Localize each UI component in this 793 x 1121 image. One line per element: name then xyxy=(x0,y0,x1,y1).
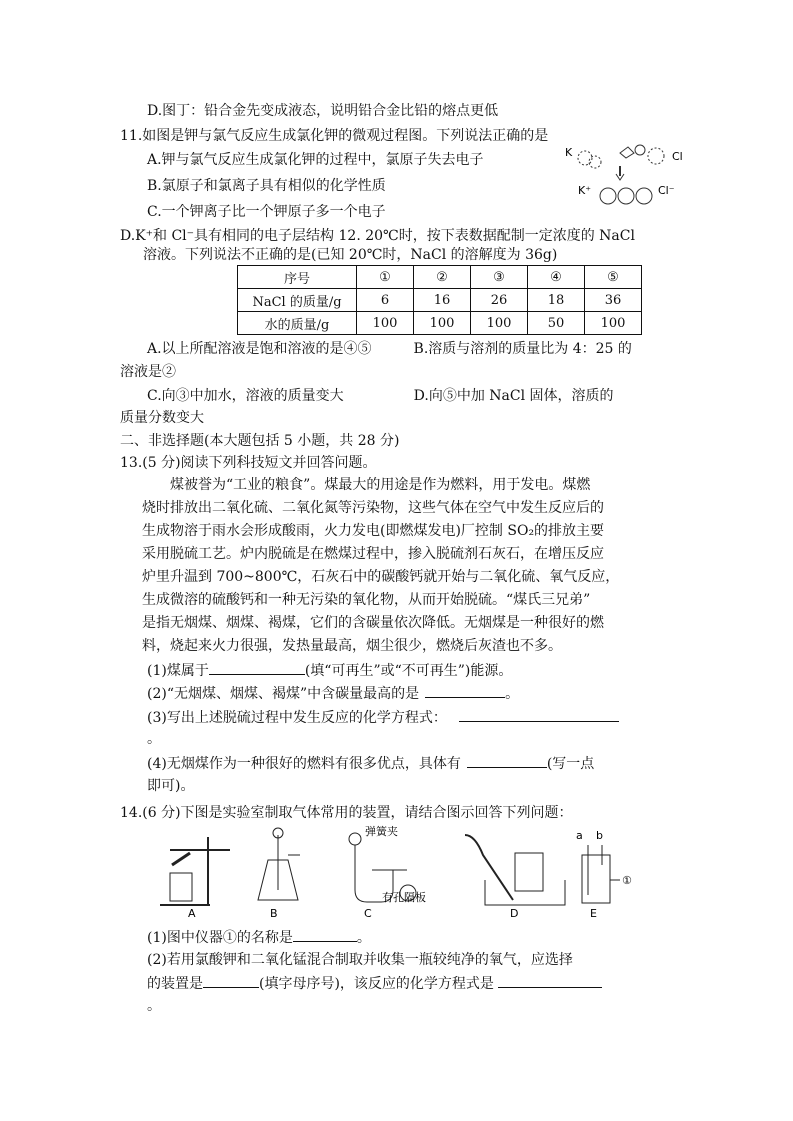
question-13: 13.(5 分)阅读下列科技短文并回答问题。 xyxy=(120,455,377,471)
apparatus-d-label: D xyxy=(510,907,519,920)
q14-part2-text: 的装置是 xyxy=(147,976,203,992)
q13-part1-text2: (填“可再生”或“不可再生”)能源。 xyxy=(304,663,513,679)
answer-blank[interactable] xyxy=(467,753,547,768)
table-row-label: NaCl 的质量/g xyxy=(238,289,357,312)
table-row xyxy=(238,289,642,312)
apparatus-d xyxy=(465,835,565,920)
q14-part2: (2)若用氯酸钾和二氧化锰混合制取并收集一瓶较纯净的氧气，应选择 xyxy=(147,952,573,968)
answer-blank[interactable] xyxy=(459,707,619,722)
q11-option-a: A.钾与氯气反应生成氯化钾的过程中，氯原子失去电子 xyxy=(147,152,484,168)
apparatus-e xyxy=(576,829,632,920)
q12-options-cd: C.向③中加水，溶液的质量变大 D.向⑤中加 NaCl 固体，溶质的 xyxy=(147,388,614,404)
fig11-cl-label: Cl xyxy=(672,150,683,163)
q13-part1-text: (1)煤属于 xyxy=(147,663,209,679)
passage-line: 采用脱硫工艺。炉内脱硫是在燃煤过程中，掺入脱硫剂石灰石，在增压反应 xyxy=(142,546,604,562)
porous-plate-label: 有孔隔板 xyxy=(382,891,426,904)
table-header-cell: ③ xyxy=(471,266,528,289)
port-b-label: b xyxy=(596,829,603,842)
apparatus-a xyxy=(160,837,230,920)
table-cell: 50 xyxy=(528,312,585,335)
fig11-k-label: K xyxy=(565,146,573,159)
q13-part4-cont: 即可)。 xyxy=(147,778,195,794)
table-cell: 36 xyxy=(585,289,642,312)
apparatus-b-label: B xyxy=(270,907,278,920)
table-header-cell: ⑤ xyxy=(585,266,642,289)
question-11: 11.如图是钾与氯气反应生成氯化钾的微观过程图。下列说法正确的是 xyxy=(120,128,549,144)
answer-blank[interactable] xyxy=(203,973,259,988)
table-cell: 18 xyxy=(528,289,585,312)
table-header-cell: ① xyxy=(357,266,414,289)
fig11-k-ion-label: K⁺ xyxy=(578,184,592,197)
table-row-label: 水的质量/g xyxy=(238,312,357,335)
q12-options-ab: A.以上所配溶液是饱和溶液的是④⑤ B.溶质与溶剂的质量比为 4：25 的 xyxy=(147,341,632,357)
q12-stem-cont: 溶液。下列说法不正确的是(已知 20℃时，NaCl 的溶解度为 36g) xyxy=(143,247,558,263)
q14-part2-cont xyxy=(147,973,602,994)
q11-option-c: C.一个钾离子比一个钾原子多一个电子 xyxy=(147,204,386,220)
q13-part4-text: (4)无烟煤作为一种很好的燃料有很多优点，具体有 xyxy=(147,756,461,772)
answer-blank[interactable] xyxy=(293,927,357,942)
table-cell: 100 xyxy=(357,312,414,335)
section-2-heading: 二、非选择题(本大题包括 5 小题，共 28 分) xyxy=(120,433,400,449)
q13-part4 xyxy=(147,753,594,774)
apparatus-a-label: A xyxy=(188,907,196,920)
q12-option-b-cont: 溶液是② xyxy=(120,364,176,380)
q14-part1-text: (1)图中仪器①的名称是 xyxy=(147,930,293,946)
apparatus-c-label: C xyxy=(364,907,372,920)
question-14: 14.(6 分)下图是实验室制取气体常用的装置，请结合图示回答下列问题： xyxy=(120,805,573,821)
q13-part3-end: 。 xyxy=(147,731,161,747)
apparatus-c xyxy=(349,824,426,920)
table-cell: 6 xyxy=(357,289,414,312)
passage-line: 炉里升温到 700~800℃，石灰石中的碳酸钙就开始与二氧化硫、氧气反应， xyxy=(142,569,620,585)
passage-line: 煤被誉为“工业的粮食”。煤最大的用途是作为燃料，用于发电。煤燃 xyxy=(142,477,591,493)
fig11-cl-ion-label: Cl⁻ xyxy=(658,184,675,197)
table-header-cell: 序号 xyxy=(238,266,357,289)
q13-part1 xyxy=(147,660,512,681)
table-cell: 16 xyxy=(414,289,471,312)
q13-part2-text: (2)“无烟煤、烟煤、褐煤”中含碳量最高的是 xyxy=(147,686,420,702)
answer-blank[interactable] xyxy=(425,683,505,698)
q14-part1 xyxy=(147,927,371,948)
q13-part2 xyxy=(147,683,519,704)
table-cell: 100 xyxy=(585,312,642,335)
q11-microscopic-figure xyxy=(560,138,690,210)
q14-part2-end: 。 xyxy=(147,998,161,1014)
q11-option-b: B.氯原子和氯离子具有相似的化学性质 xyxy=(147,178,386,194)
apparatus-b xyxy=(258,828,300,920)
passage-line: 生成微溶的硫酸钙和一种无污染的氧化物，从而开始脱硫。“煤氏三兄弟” xyxy=(142,592,591,608)
answer-blank[interactable] xyxy=(209,660,305,675)
q12-option-d-cont: 质量分数变大 xyxy=(120,410,204,426)
passage-line: 料，烧起来火力很强，发热量最高，烟尘很少，燃烧后灰渣也不多。 xyxy=(142,638,562,654)
option-d-prev: D.图丁：铅合金先变成液态，说明铅合金比铅的熔点更低 xyxy=(147,103,499,119)
instrument-1-label: ① xyxy=(622,874,632,887)
table-header-cell: ② xyxy=(414,266,471,289)
apparatus-e-label: E xyxy=(590,907,597,920)
table-cell: 26 xyxy=(471,289,528,312)
passage-line: 是指无烟煤、烟煤、褐煤，它们的含碳量依次降低。无烟煤是一种很好的燃 xyxy=(142,615,604,631)
q14-apparatus-figure xyxy=(150,825,650,920)
table-cell: 100 xyxy=(471,312,528,335)
q12-data-table xyxy=(237,265,642,335)
spring-clip-label: 弹簧夹 xyxy=(365,825,398,838)
q13-part3-text: (3)写出上述脱硫过程中发生反应的化学方程式： xyxy=(147,710,447,726)
table-cell: 100 xyxy=(414,312,471,335)
passage-line: 生成物溶于雨水会形成酸雨，火力发电(即燃煤发电)厂控制 SO₂的排放主要 xyxy=(142,523,605,539)
passage-line: 烧时排放出二氧化硫、二氧化氮等污染物，这些气体在空气中发生反应后的 xyxy=(142,500,604,516)
table-header-cell: ④ xyxy=(528,266,585,289)
port-a-label: a xyxy=(576,829,583,842)
q13-part4-text2: (写一点 xyxy=(546,756,595,772)
q13-part3 xyxy=(147,707,619,728)
q14-part2-text2: (填字母序号)，该反应的化学方程式是 xyxy=(259,976,494,992)
answer-blank[interactable] xyxy=(498,973,602,988)
table-header-row xyxy=(238,266,642,289)
table-row xyxy=(238,312,642,335)
q11-option-d-q12: D.K⁺和 Cl⁻具有相同的电子层结构 12. 20℃时，按下表数据配制一定浓度的 NaCl xyxy=(120,228,635,244)
q13-part2-text2: 。 xyxy=(505,686,520,702)
q14-part1-text2: 。 xyxy=(356,930,371,946)
